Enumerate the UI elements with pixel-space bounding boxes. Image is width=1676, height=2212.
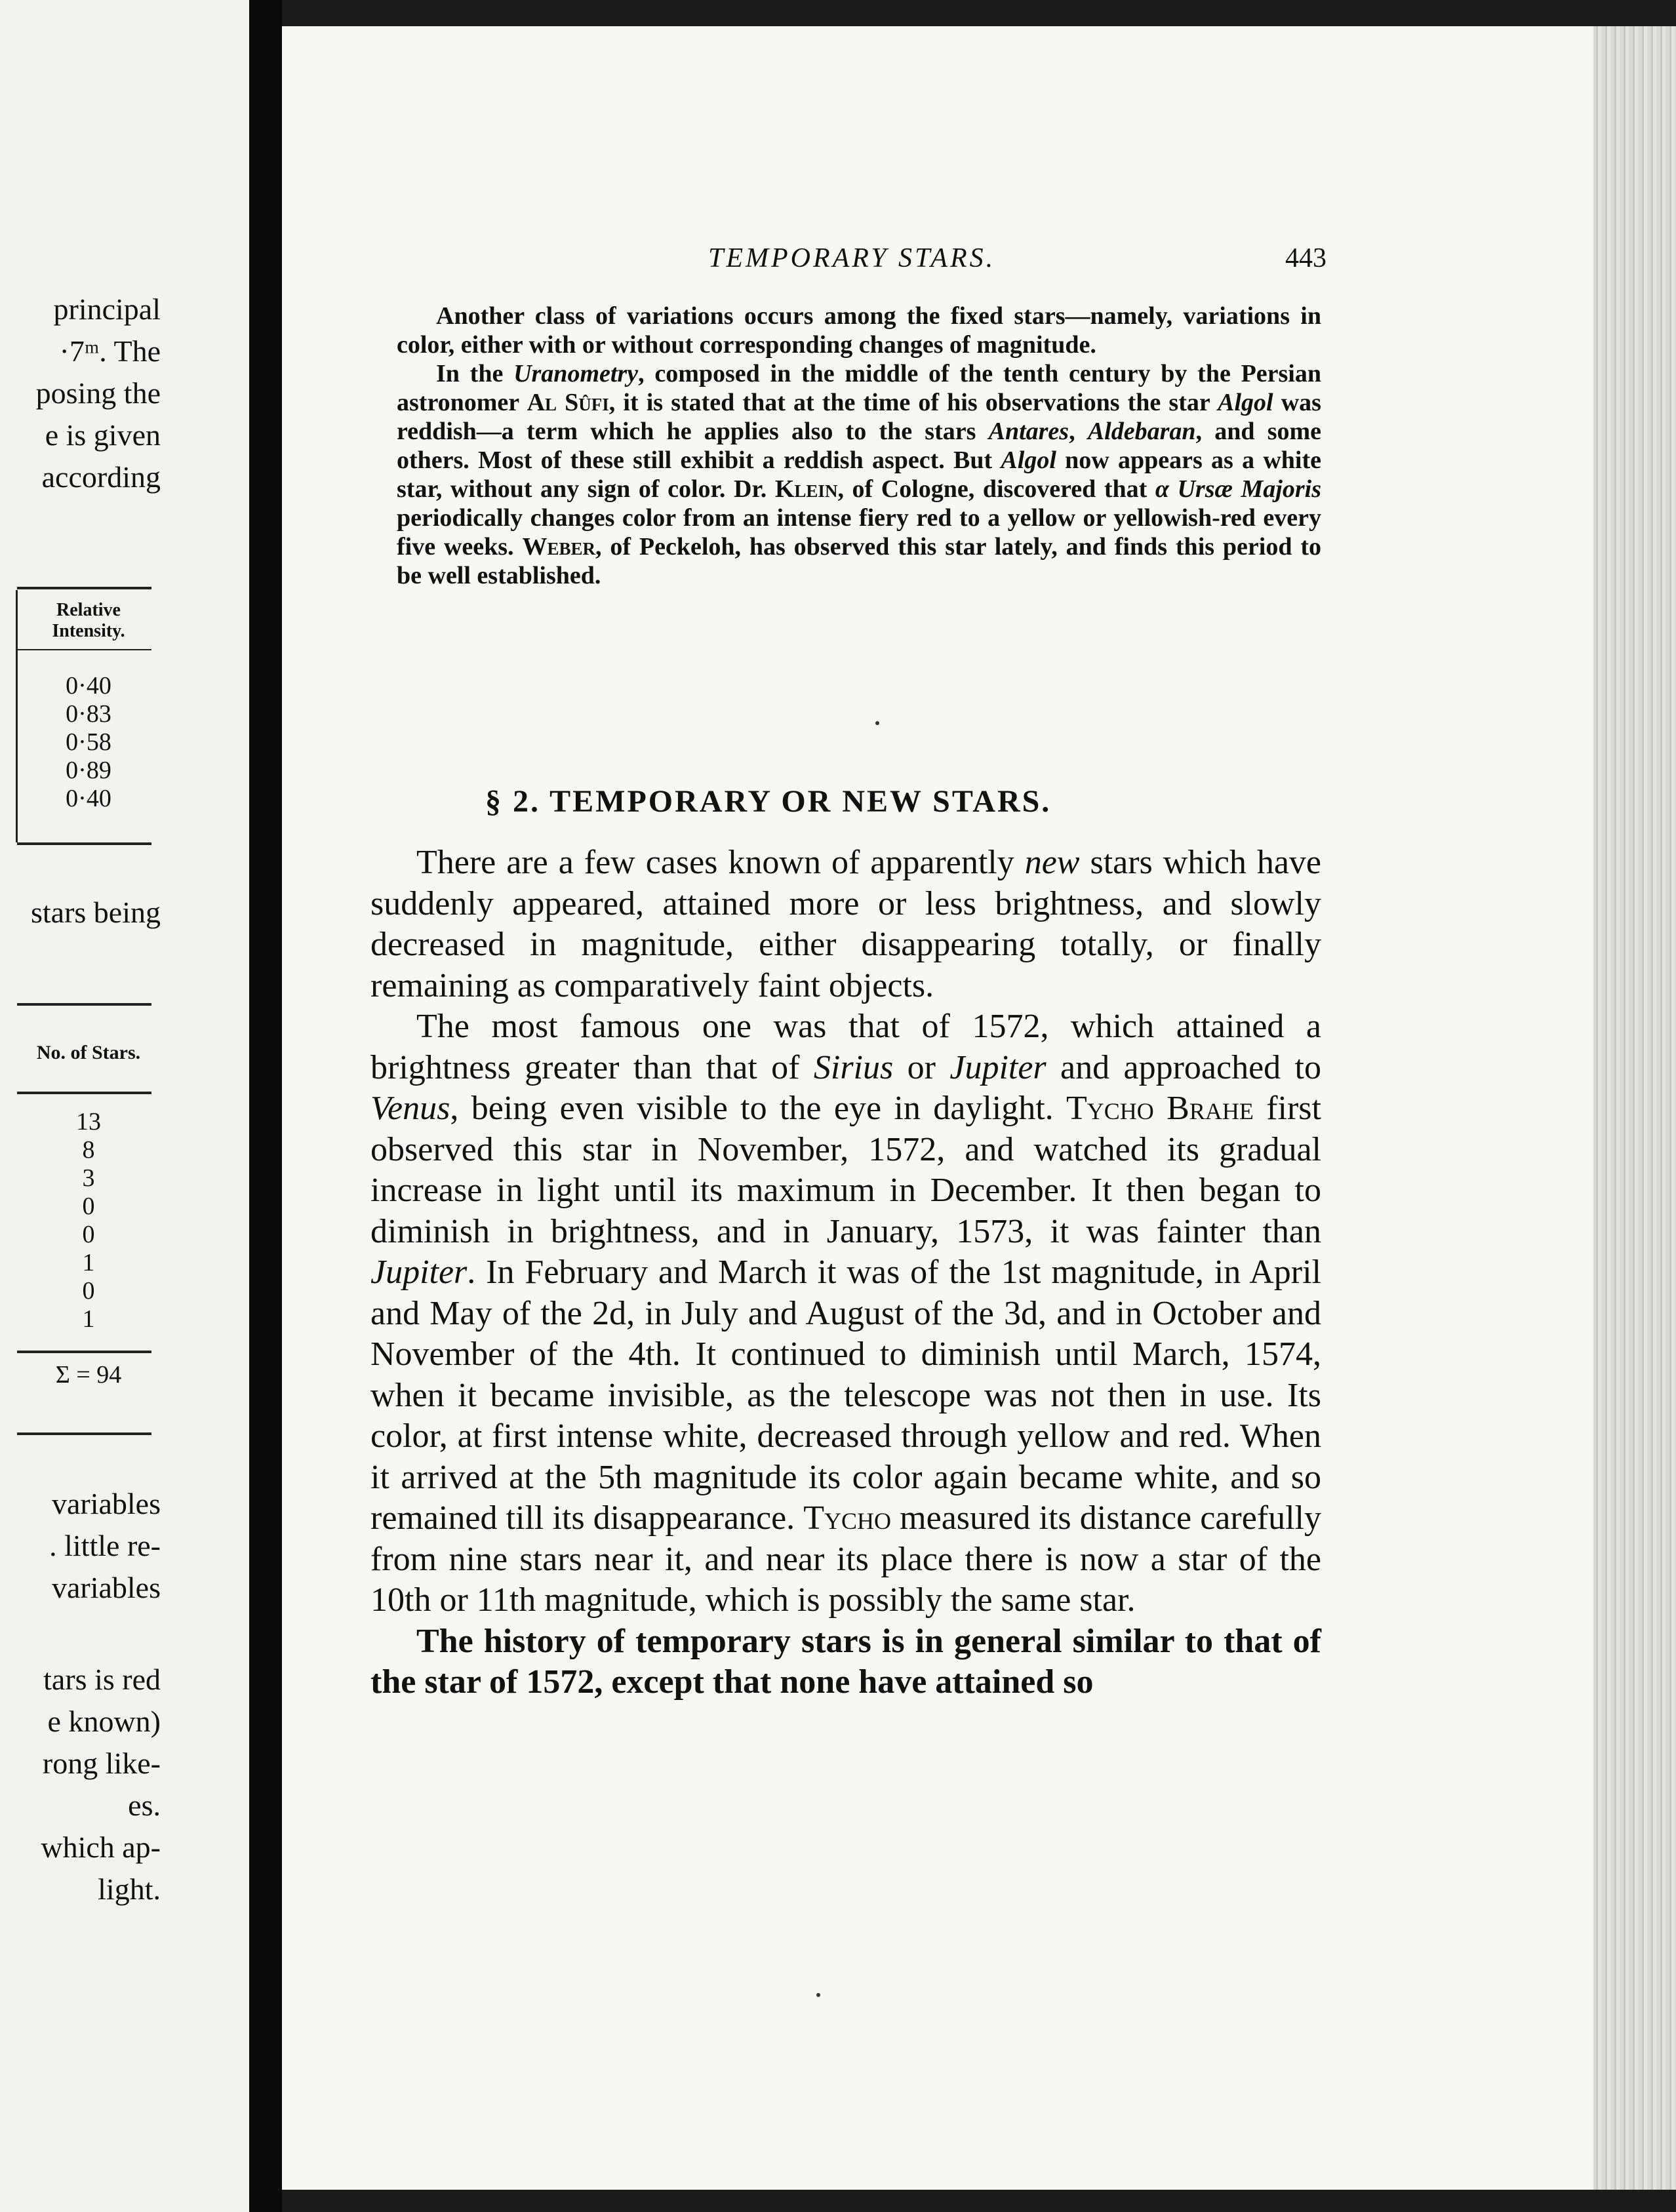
- left-line: e is given: [45, 418, 161, 452]
- left-line: principal: [53, 292, 161, 326]
- left-line: e known): [47, 1705, 161, 1738]
- section-heading: § 2. TEMPORARY OR NEW STARS.: [485, 784, 1052, 819]
- table-cell: 0·40: [66, 785, 111, 812]
- left-line: . little re-: [49, 1529, 161, 1562]
- table2-values: [20, 1108, 157, 1333]
- left-line: tars is red: [43, 1663, 161, 1696]
- table2-header: No. of Stars.: [36, 1042, 141, 1063]
- table1-values: [20, 672, 157, 813]
- table-cell: 13: [76, 1108, 101, 1136]
- left-line: variables: [51, 1487, 161, 1520]
- running-title: TEMPORARY STARS.: [708, 243, 996, 273]
- paragraph: The history of temporary stars is in general similar to that of the star of 1572, except that none have attained so: [370, 1622, 1321, 1701]
- main-text: [370, 842, 1321, 1703]
- left-line: posing the: [35, 376, 161, 410]
- table-cell: 0·58: [66, 728, 111, 756]
- left-line: variables: [51, 1571, 161, 1604]
- book-gutter: [249, 0, 282, 2212]
- paragraph: There are a few cases known of apparently new stars which have suddenly appeared, attained more or less brightness, and slowly decreased in magnitude, either disappearing totally, or finally remaining as comparatively faint objects.: [370, 844, 1321, 1004]
- left-line: rong like-: [42, 1747, 161, 1780]
- table-cell: 0·40: [66, 672, 111, 700]
- paragraph: Another class of variations occurs among the fixed stars—namely, variations in color, either with or without corresponding changes of magnitude.: [397, 302, 1321, 359]
- table-cell: 1: [82, 1305, 95, 1333]
- small-print-section: [397, 302, 1321, 590]
- table-column-rule: [16, 590, 18, 842]
- left-page: [0, 0, 249, 2212]
- left-text-bottom: [0, 1659, 161, 1910]
- table-cell: 0: [82, 1193, 95, 1220]
- page-header: [282, 243, 1593, 288]
- right-page: [282, 26, 1593, 2190]
- paragraph: The most famous one was that of 1572, which attained a brightness greater than that of Sirius or Jupiter and approached to Venus, being even visible to the eye in daylight. Tycho Brahe first observed this star in November, 1572, and watched its gradual increase in light until its maximum in December. It then began to diminish in brightness, and in January, 1573, it was fainter than Jupiter. In February and March it was of the 1st magnitude, in April and May of the 2d, in July and August of the 3d, and in October and November of the 4th. It continued to diminish until March, 1574, when it became invisible, as the telescope was not then in use. Its color, at first intense white, decreased through yellow and red. When it arrived at the 5th magnitude its color again became white, and so remained till its disappearance. Tycho measured its distance carefully from nine stars near it, and near its place there is now a star of the 10th or 11th magnitude, which is possibly the same star.: [370, 1008, 1321, 1619]
- table-cell: 0·83: [66, 700, 111, 728]
- left-line: stars being: [30, 896, 161, 929]
- table-rule: [17, 842, 151, 845]
- table-rule: [17, 1351, 151, 1353]
- left-text-top: [0, 288, 161, 498]
- left-line: light.: [98, 1872, 161, 1906]
- table-rule: [17, 587, 151, 589]
- table-rule: [17, 1092, 151, 1094]
- table-cell: 3: [82, 1164, 95, 1192]
- table-rule: [17, 1003, 151, 1006]
- print-speck: [875, 721, 879, 725]
- table-cell: 0·89: [66, 757, 111, 784]
- table-cell: 0: [82, 1221, 95, 1248]
- table-rule: [17, 1432, 151, 1435]
- left-line: es.: [128, 1788, 161, 1822]
- table-cell: 8: [82, 1136, 95, 1164]
- left-line: which ap-: [41, 1830, 161, 1864]
- left-line: ·7ᵐ. The: [59, 334, 161, 368]
- table-cell: 1: [82, 1249, 95, 1276]
- paragraph: In the Uranometry, composed in the middle of the tenth century by the Persian astronomer Al Sûfi, it is stated that at the time of his observations the star Algol was reddish—a term which he applies also to the stars Antares, Aldebaran, and some others. Most of these still exhibit a reddish aspect. But Algol now appears as a white star, without any sign of color. Dr. Klein, of Cologne, discovered that α Ursæ Majoris periodically changes color from an intense fiery red to a yellow or yellowish-red every five weeks. Weber, of Peckeloh, has observed this star lately, and finds this period to be well established.: [397, 360, 1322, 589]
- left-text-lower: [0, 1483, 161, 1609]
- table-cell: 0: [82, 1277, 95, 1305]
- page-number: 443: [1285, 243, 1327, 273]
- table1-header: Relative Intensity.: [52, 600, 125, 641]
- print-speck: [816, 1993, 820, 1997]
- table-sum: Σ = 94: [55, 1361, 122, 1389]
- left-line: according: [41, 460, 161, 494]
- table-rule: [17, 649, 151, 650]
